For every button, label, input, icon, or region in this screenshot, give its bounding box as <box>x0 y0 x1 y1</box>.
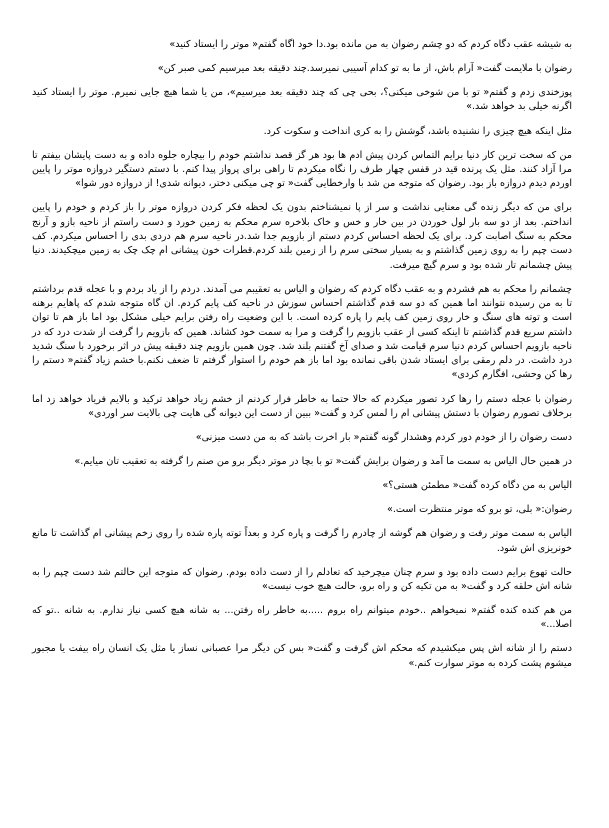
story-body <box>32 38 572 671</box>
paragraph: من هم کنده کنده گفتم« نمیخواهم ..خودم میتوانم راه بروم .....به خاطر راه رفتن... به شانه هیچ کسی نیاز ندارم. به شانه ..تو که اصلا...» <box>32 605 572 631</box>
paragraph: الیاس به من دگاه کرده گفت« مطمئن هستی؟» <box>382 480 572 492</box>
paragraph: من که سخت ترین کار دنیا برایم التماس کردن پیش ادم ها بود هر گز قصد نداشتم خودم را بیچاره جلوه داده و به دست پایشان بیفتم تا مرا آزاد کنند. مثل یک پرنده قید در قفس چهار طرف را نگاه میکردم تا راهی برای پرواز پیدا کنم. با دستم دستگیر دروازه موتر را پایین اوردم دیدم دروازه باز بود. رضوان که متوجه من شد با وارخطایی گفت« تو چی میکنی دختر، دیوانه شدی! از دروازه دور شوا» <box>32 149 572 190</box>
paragraph: دستم را از شانه اش پس میکشیدم که محکم اش گرفت و گفت« بس کن دیگر مرا عصبانی نساز یا مثل یک انسان راه بیفت یا مجبور میشوم پشت کرده به موتر سوارت کنم.» <box>32 643 572 669</box>
paragraph: الیاس به سمت موتر رفت و رضوان هم گوشه از چادرم را گرفت و پاره کرد و بعداً توته پاره شده را روی زخم پیشانی ام گذاشت تا مانع خونریزی اش شود. <box>32 528 572 554</box>
paragraph: رضوان:« بلی، تو برو که موتر منتظرت است.» <box>387 504 572 516</box>
paragraph: پوزخندی زدم و گفتم« تو با من شوخی میکنی؟، بحی چی که چند دقیقه بعد میرسیم»، من یا شما هیچ جایی نمیرم. موتر را ایستاد کنید اگرنه خیلی بد خواهد شد.» <box>32 87 572 113</box>
paragraph: دست رضوان را از خودم دور کردم وهشدار گونه گفتم« بار اخرت باشد که به من دست میزنی» <box>195 431 572 443</box>
paragraph: رضوان با ملایمت گفت« آرام باش، از ما به تو کدام آسیبی نمیرسد.چند دقیقه بعد میرسیم کمی صبر کن» <box>157 63 572 75</box>
paragraph: در همین حال الیاس به سمت ما آمد و رضوان برایش گفت« تو با بچا در موتر دیگر برو من صنم را گرفته به تعقیب تان میایم.» <box>74 456 572 467</box>
paragraph: به شیشه عقب دگاه کردم که دو چشم رضوان به من مانده بود.دا خود اگاه گفتم« موتر را ایستاد کنید» <box>169 39 572 50</box>
paragraph: رضوان با عجله دستم را رها کرد تصور میکردم که حالا حتما به خاطر فرار کردنم از خشم زیاد خواهد ترکید و بالایم فریاد خواهد زد اما برخلاف تصورم رضوان با دستش پیشانی ام را لمس کرد و گفت« ببین از دست این دیوانه گی هایت چی بالایت سر اوردی» <box>32 393 572 419</box>
paragraph: مثل اینکه هیچ چیزی را نشنیده باشد، گوشش را به کری انداخت و سکوت کرد. <box>263 125 572 137</box>
paragraph: چشمانم را محکم به هم فشردم و به عقب دگاه کردم که رضوان و الیاس به تعقیبم می آمدند. دردم را از یاد بردم و با عجله قدم برداشتم تا به من رسیده نتوانند اما همین که دو سه قدم گذاشتم احساس سوزش در ناحیه کف پایم کردم. ان گاه متوجه شدم که پاهایم برهنه است و توته های سنگ و خار روی زمین کف پایم را پاره کرده است. با این وضعیت راه رفتن برایم خیلی مشکل بود اما باز هم تا توان داشتم سریع قدم گذاشتم تا اینکه کسی از عقب بازویم را گرفت و مرا به سمت خود کشاند. همین که بازویم را گرفت از شدت درد که در ناحیه بازویم احساس کردم دنیا سرم قیامت شد و صدای آخ گفتنم بلند شد. چون همین بازویم چند دقیقه پیش در اثر برخورد با سنگ شدید درد داشت. در دلم رمقی برای ایستاد شدن باقی نمانده بود اما باز هم خودم را استوار گرفتم تا ضعف نکنم.با خشم زیاد گفتم« دستم را رها کن وحشی، افگارم کردی» <box>32 283 572 381</box>
paragraph: برای من که دیگر زنده گی معنایی نداشت و سر از پا نمیشناختم بدون یک لحظه فکر کردن دروازه موتر را باز کردم و خودم را پایین انداختم. بعد از دو سه بار لول خوردن در بین خار و خس و خاک بلاخره سرم محکم به زمین خورد و دست راستم از ناحیه بازو و آرنج محکم به سنگ اصابت کرد. برای یک لحظه احساس کردم دستم از بازویم جدا شد.در ناحیه سرم هم دردی بدی را احساس میکردم. کف دست چپم را به روی زمین گذاشتم و به بسیار سختی سرم را از زمین بلند کردم.قطرات خون پیشانی ام چک چک به زمین میچکیدند. دنیا پیش چشمانم تار شده بود و سرم گیچ میرفت. <box>32 202 572 271</box>
paragraph: حالت تهوع برایم دست داده بود و سرم چنان میچرخید که تعادلم را از دست داده بودم. رضوان که متوجه این حالتم شد دست چپم را به شانه اش حلقه کرد و گفت« به من تکیه کن و راه برو، حالت هیچ خوب نیست» <box>32 566 572 592</box>
